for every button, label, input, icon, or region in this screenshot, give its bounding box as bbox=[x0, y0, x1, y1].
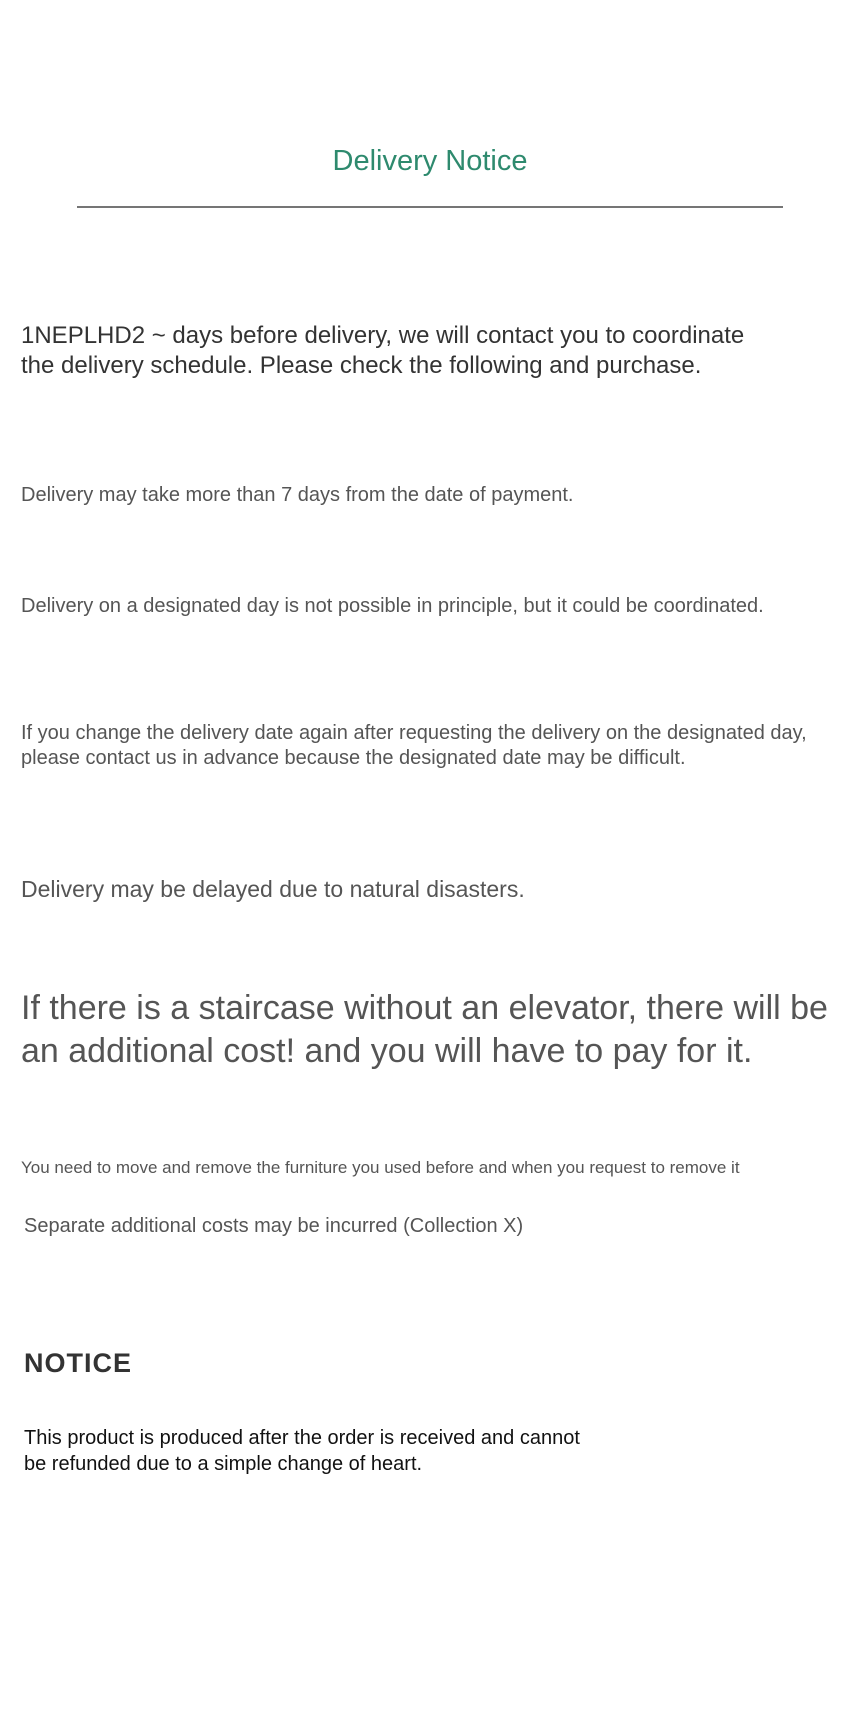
page-title: Delivery Notice bbox=[332, 145, 528, 177]
delivery-note-staircase-cost: If there is a staircase without an elevator, there will be an additional cost! and you will have to pay for it. bbox=[21, 989, 828, 1070]
delivery-note-date-change: If you change the delivery date again after requesting the delivery on the designated day, please contact us in advance because the designated date may be difficult. bbox=[21, 722, 807, 769]
delivery-note-furniture-removal: You need to move and remove the furniture you used before and when you request to remove it bbox=[21, 1158, 740, 1177]
delivery-note-payment-time: Delivery may take more than 7 days from the date of payment. bbox=[21, 484, 574, 506]
title-divider bbox=[77, 206, 783, 208]
delivery-note-collection-cost: Separate additional costs may be incurred (Collection X) bbox=[24, 1215, 524, 1237]
delivery-note-designated-day: Delivery on a designated day is not possible in principle, but it could be coordinated. bbox=[21, 595, 764, 617]
notice-heading: NOTICE bbox=[24, 1348, 133, 1378]
notice-body: This product is produced after the order is received and cannot be refunded due to a simple change of heart. bbox=[24, 1427, 580, 1475]
delivery-note-natural-disasters: Delivery may be delayed due to natural disasters. bbox=[21, 876, 525, 902]
intro-paragraph: 1NEPLHD2 ~ days before delivery, we will contact you to coordinate the delivery schedule. Please check the following and purchase. bbox=[21, 322, 745, 379]
